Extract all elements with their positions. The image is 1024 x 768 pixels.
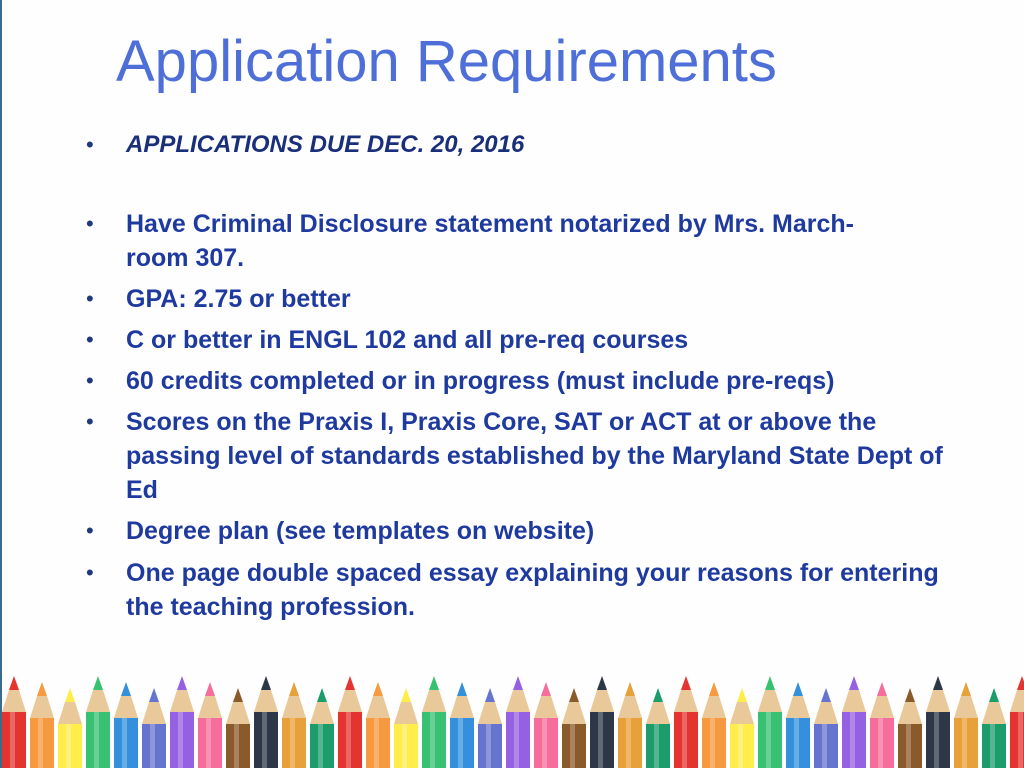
bullet-marker: • — [86, 132, 94, 157]
pencil-icon — [618, 682, 642, 768]
bullet-marker: • — [86, 518, 94, 543]
list-item-text: Scores on the Praxis I, Praxis Core, SAT or ACT at or above the passing level of standards established by the Maryland State Dept of Ed — [126, 408, 943, 504]
bullet-marker: • — [86, 211, 94, 236]
pencil-icon — [198, 682, 222, 768]
pencil-icon — [226, 688, 250, 768]
left-edge-line — [0, 0, 2, 768]
pencil-icon — [86, 676, 110, 768]
pencil-icon — [114, 682, 138, 768]
pencil-icon — [478, 688, 502, 768]
bullet-marker: • — [86, 327, 94, 352]
pencil-icon — [30, 682, 54, 768]
pencil-icon — [646, 688, 670, 768]
bullet-marker: • — [86, 368, 94, 393]
pencil-icon — [282, 682, 306, 768]
list-item-text: Degree plan (see templates on website) — [126, 517, 595, 545]
pencil-icon — [310, 688, 334, 768]
pencil-icon — [2, 676, 26, 768]
pencil-icon — [870, 682, 894, 768]
pencil-icon — [338, 676, 362, 768]
pencil-icon — [254, 676, 278, 768]
list-item-text: One page double spaced essay explaining your reasons for entering the teaching profession. — [126, 559, 939, 621]
pencil-icon — [534, 682, 558, 768]
page-title: Application Requirements — [116, 29, 777, 94]
pencil-icon — [450, 682, 474, 768]
pencil-icon — [674, 676, 698, 768]
list-item-text: 60 credits completed or in progress (must include pre-reqs) — [126, 367, 835, 395]
bullet-marker: • — [86, 560, 94, 585]
pencil-icon — [1010, 676, 1024, 768]
pencil-icon — [506, 676, 530, 768]
bullet-marker: • — [86, 286, 94, 311]
pencil-icon — [366, 682, 390, 768]
pencil-icon — [730, 688, 754, 768]
pencil-icon — [982, 688, 1006, 768]
list-item-text: C or better in ENGL 102 and all pre-req courses — [126, 326, 689, 354]
pencil-icon — [58, 688, 82, 768]
pencil-icon — [954, 682, 978, 768]
colored-pencils-border — [0, 668, 1024, 768]
pencil-icon — [926, 676, 950, 768]
list-item-text: GPA: 2.75 or better — [126, 285, 351, 313]
pencil-icon — [590, 676, 614, 768]
pencil-icon — [142, 688, 166, 768]
pencil-icon — [786, 682, 810, 768]
pencil-icon — [394, 688, 418, 768]
deadline-text: APPLICATIONS DUE DEC. 20, 2016 — [126, 131, 525, 158]
list-item-text: Have Criminal Disclosure statement notarized by Mrs. March- room 307. — [126, 210, 854, 272]
bullet-marker: • — [86, 409, 94, 434]
pencil-icon — [898, 688, 922, 768]
pencil-icon — [758, 676, 782, 768]
pencil-icon — [842, 676, 866, 768]
pencil-icon — [562, 688, 586, 768]
pencil-icon — [422, 676, 446, 768]
pencil-icon — [702, 682, 726, 768]
pencil-icon — [814, 688, 838, 768]
pencil-icon — [170, 676, 194, 768]
